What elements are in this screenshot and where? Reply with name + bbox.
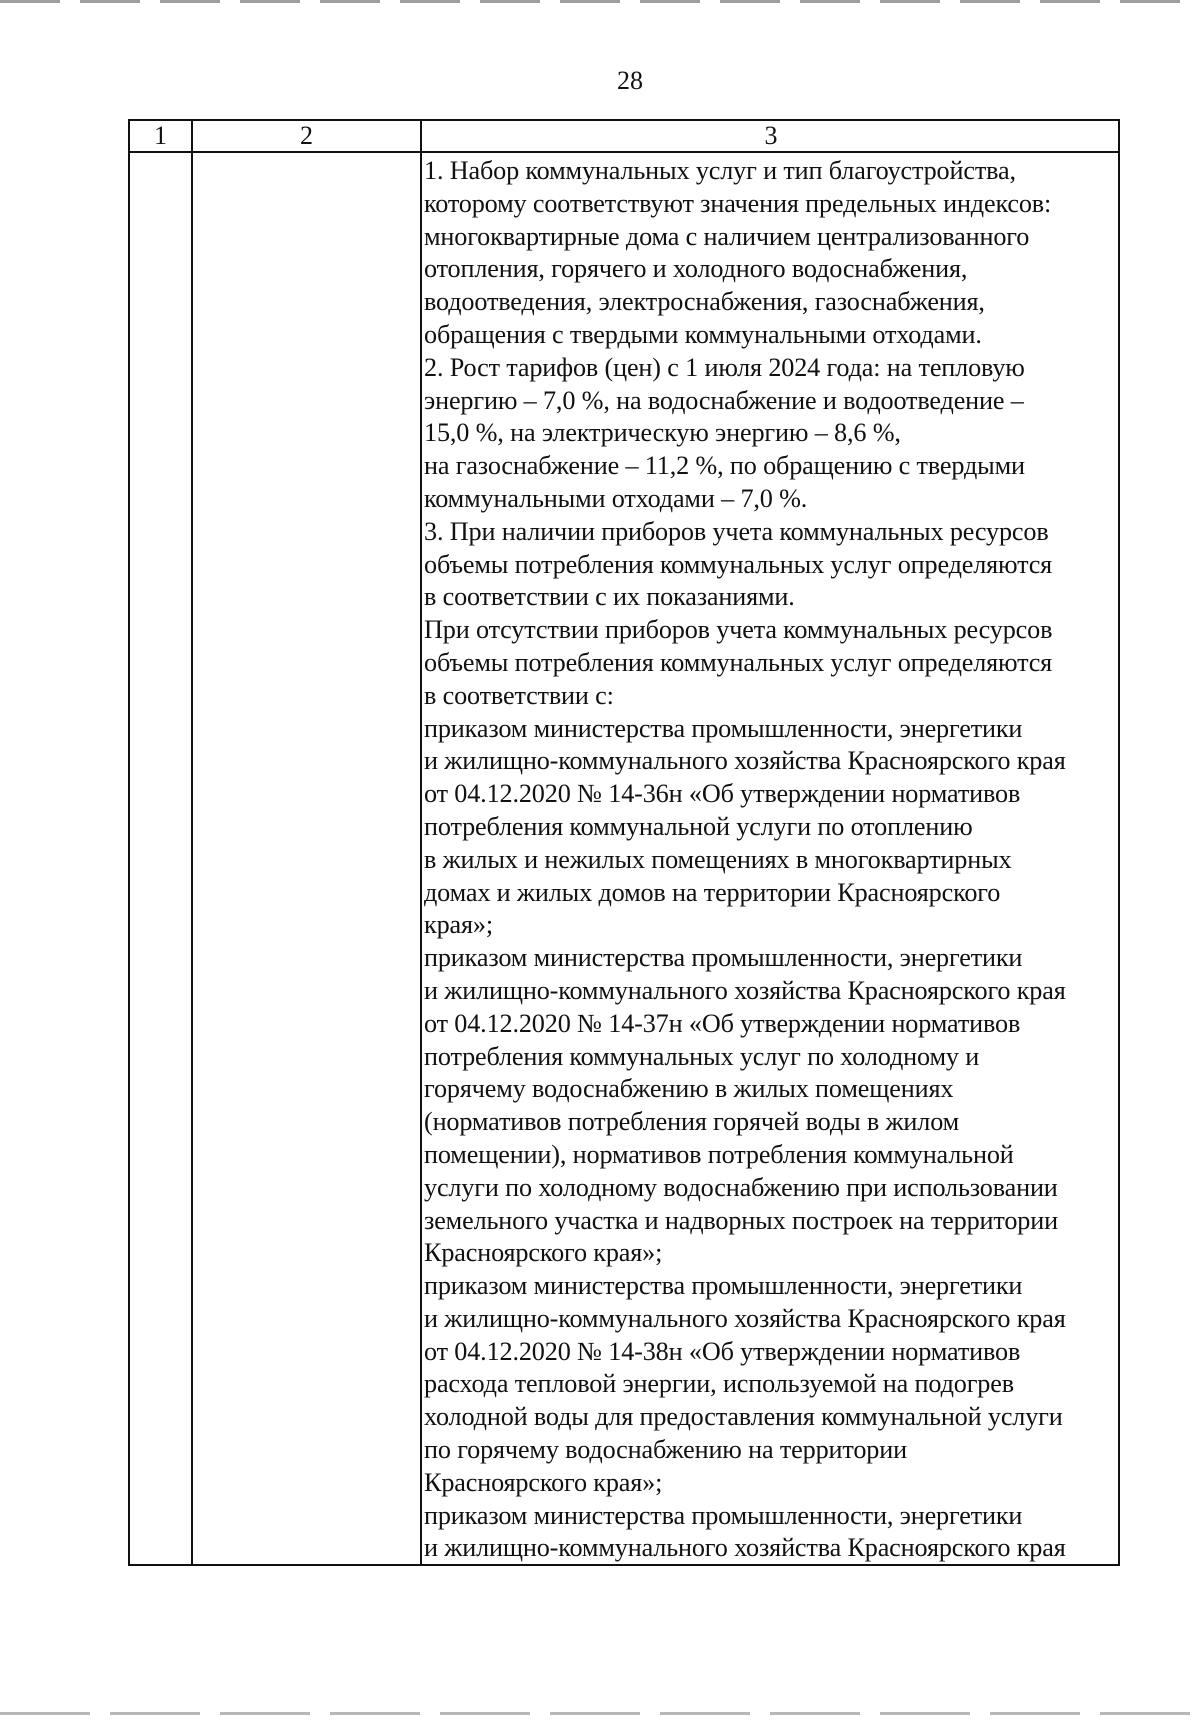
text-line: объемы потребления коммунальных услуг определяются	[424, 647, 1053, 677]
column-header-2: 2	[300, 121, 313, 150]
text-line: приказом министерства промышленности, энергетики	[424, 1271, 1023, 1301]
text-line: приказом министерства промышленности, энергетики	[424, 943, 1023, 973]
text-line: потребления коммунальных услуг по холодному и	[424, 1041, 980, 1071]
text-line: в жилых и нежилых помещениях в многоквартирных	[424, 844, 1012, 874]
text-line: 1. Набор коммунальных услуг и тип благоустройства,	[424, 156, 1016, 185]
text-line: 2. Рост тарифов (цен) с 1 июля 2024 года: на тепловую	[424, 352, 1025, 382]
text-line: 3. При наличии приборов учета коммунальных ресурсов	[424, 516, 1049, 546]
column-divider-2	[420, 121, 422, 1564]
text-line: приказом министерства промышленности, энергетики	[424, 1500, 1023, 1530]
text-line: приказом министерства промышленности, энергетики	[424, 713, 1023, 743]
text-line: домах и жилых домов на территории Красноярского	[424, 877, 1001, 907]
text-line: от 04.12.2020 № 14-36н «Об утверждении нормативов	[424, 779, 1021, 809]
text-line: на газоснабжение – 11,2 %, по обращению с твердыми	[424, 451, 1025, 481]
text-line: расхода тепловой энергии, используемой на подогрев	[424, 1369, 1014, 1399]
column-header-3: 3	[764, 121, 778, 150]
text-line: Красноярского края»;	[424, 1467, 663, 1497]
column-header-1: 1	[154, 121, 167, 150]
text-line: края»;	[424, 910, 493, 940]
text-line: горячему водоснабжению в жилых помещениях	[424, 1074, 954, 1104]
text-line: в соответствии с:	[424, 680, 614, 710]
text-line: помещении), нормативов потребления коммунальной	[424, 1139, 1014, 1169]
header-row-divider	[130, 151, 1118, 153]
text-line: Красноярского края»;	[424, 1238, 663, 1268]
text-line: обращения с твердыми коммунальными отходами.	[424, 319, 982, 349]
text-line: многоквартирные дома с наличием централизованного	[424, 221, 1030, 251]
text-line: (нормативов потребления горячей воды в жилом	[424, 1107, 960, 1137]
text-line: объемы потребления коммунальных услуг определяются	[424, 549, 1053, 579]
text-line: холодной воды для предоставления коммунальной услуги	[424, 1402, 1063, 1432]
document-table	[128, 119, 1120, 1566]
column-3-cell-text	[424, 155, 1118, 1565]
text-line: от 04.12.2020 № 14-37н «Об утверждении нормативов	[424, 1008, 1021, 1038]
text-line: и жилищно-коммунального хозяйства Красноярского края	[424, 1303, 1066, 1333]
scan-bottom-edge	[0, 1712, 1200, 1715]
text-line: При отсутствии приборов учета коммунальных ресурсов	[424, 615, 1053, 645]
text-line: потребления коммунальной услуги по отоплению	[424, 811, 973, 841]
column-divider-1	[191, 121, 193, 1564]
text-line: 15,0 %, на электрическую энергию – 8,6 %,	[424, 418, 901, 448]
text-line: в соответствии с их показаниями.	[424, 582, 795, 612]
text-line: отопления, горячего и холодного водоснабжения,	[424, 254, 968, 284]
text-line: и жилищно-коммунального хозяйства Красноярского края	[424, 1533, 1066, 1563]
text-line: услуги по холодному водоснабжению при использовании	[424, 1172, 1058, 1202]
text-line: коммунальными отходами – 7,0 %.	[424, 483, 808, 513]
text-line: земельного участка и надворных построек на территории	[424, 1205, 1058, 1235]
text-line: которому соответствуют значения предельных индексов:	[424, 188, 1052, 218]
text-line: и жилищно-коммунального хозяйства Красноярского края	[424, 746, 1066, 776]
text-line: и жилищно-коммунального хозяйства Красноярского края	[424, 975, 1066, 1005]
page-number: 28	[617, 66, 643, 95]
text-line: энергию – 7,0 %, на водоснабжение и водоотведение –	[424, 385, 1024, 415]
text-line: от 04.12.2020 № 14-38н «Об утверждении нормативов	[424, 1336, 1021, 1366]
scan-top-edge	[0, 0, 1200, 3]
text-line: по горячему водоснабжению на территории	[424, 1435, 907, 1465]
text-line: водоотведения, электроснабжения, газоснабжения,	[424, 287, 985, 317]
